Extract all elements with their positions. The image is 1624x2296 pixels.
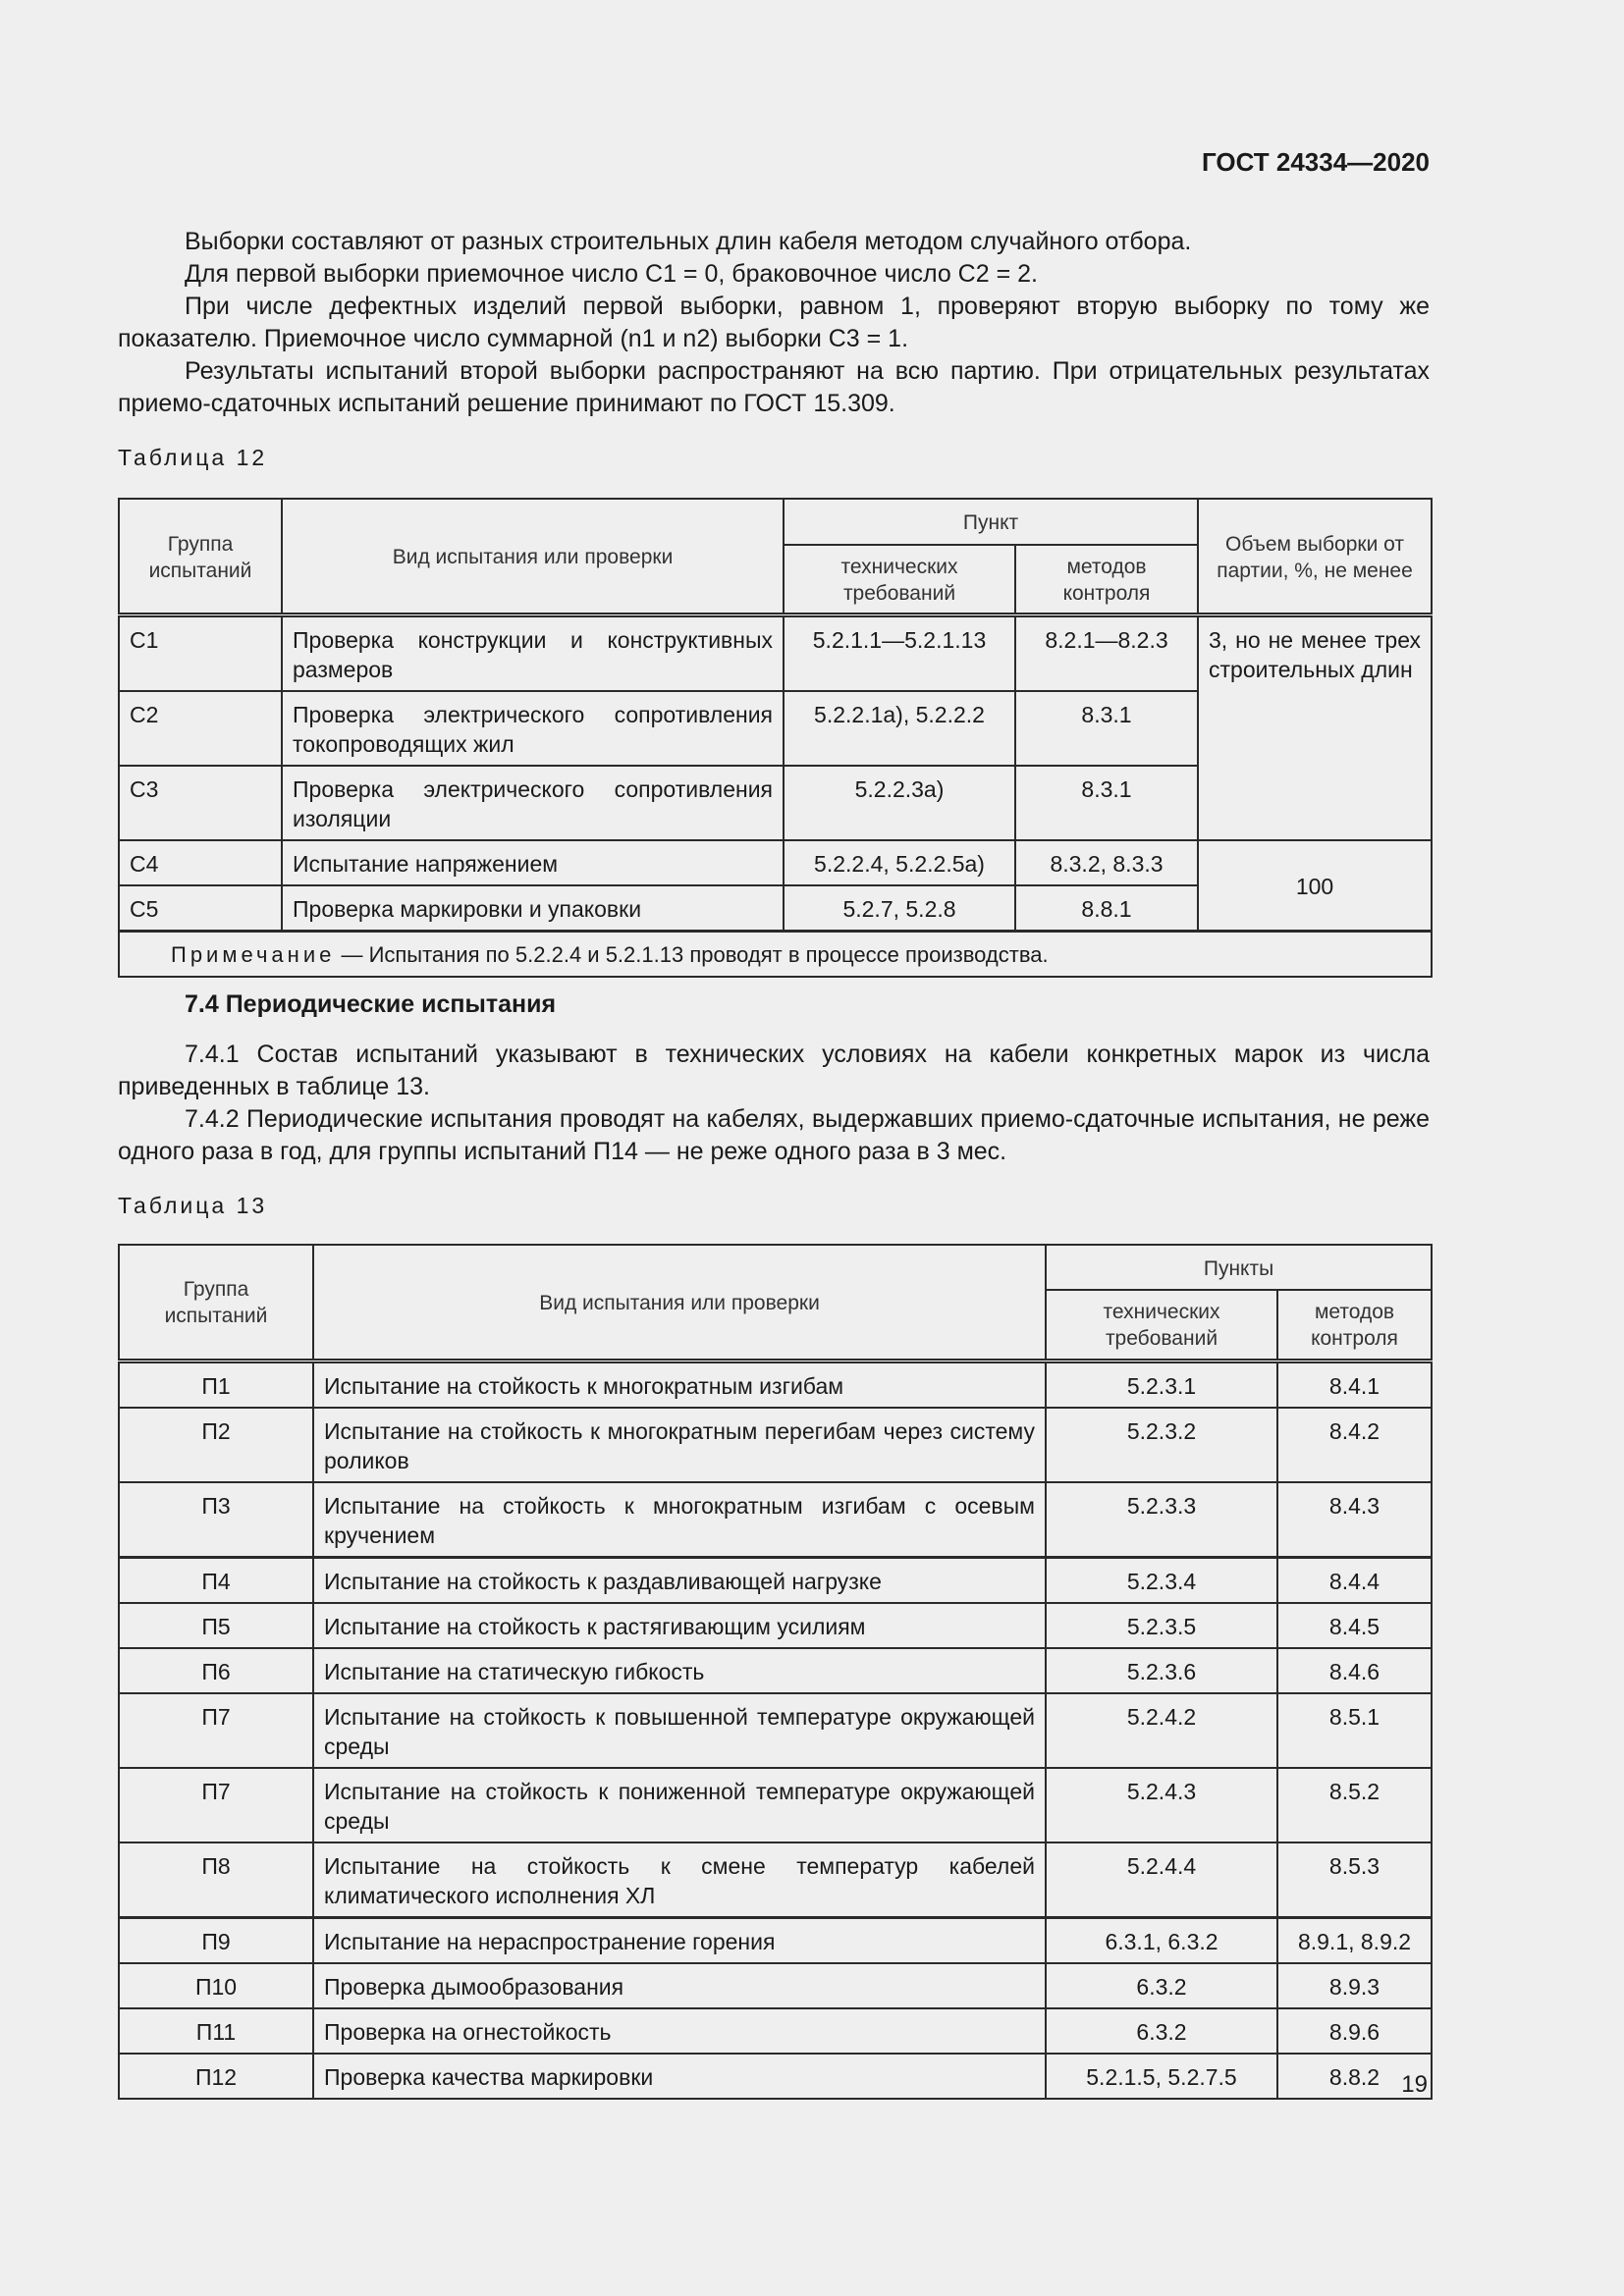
t12-cell-tech: 5.2.2.1а), 5.2.2.2	[784, 691, 1015, 766]
t13-cell-tech: 6.3.2	[1046, 2008, 1277, 2054]
t12-cell-group: С1	[119, 615, 282, 692]
t12-header-tech: технических требований	[784, 545, 1015, 615]
table-row	[119, 1648, 1432, 1693]
table-row	[119, 2054, 1432, 2099]
table12-caption: Таблица 12	[118, 445, 268, 470]
t12-cell-kind: Проверка маркировки и упаковки	[282, 885, 784, 932]
t13-cell-group: П3	[119, 1482, 313, 1558]
t13-cell-kind: Испытание на стойкость к растягивающим усилиям	[313, 1603, 1046, 1648]
table-row	[119, 2008, 1432, 2054]
t13-cell-methods: 8.4.4	[1277, 1557, 1432, 1603]
t12-cell-kind: Испытание напряжением	[282, 840, 784, 885]
t12-cell-group: С3	[119, 766, 282, 840]
t12-cell-group: С2	[119, 691, 282, 766]
table-row	[119, 1768, 1432, 1842]
table-12	[118, 498, 1433, 978]
section-paragraph-2: 7.4.2 Периодические испытания проводят на кабелях, выдержавших приемо-сдаточные испытания, не реже одного раза в год, для группы испытаний П14 — не реже одного раза в 3 мес.	[118, 1105, 1430, 1165]
t13-cell-tech: 5.2.4.3	[1046, 1768, 1277, 1842]
section-paragraph-1: 7.4.1 Состав испытаний указывают в технических условиях на кабели конкретных марок из числа приведенных в таблице 13.	[118, 1041, 1430, 1100]
t12-cell-kind: Проверка конструкции и конструктивных размеров	[282, 615, 784, 692]
t13-cell-group: П10	[119, 1963, 313, 2008]
t13-cell-group: П2	[119, 1408, 313, 1482]
t13-cell-tech: 5.2.4.4	[1046, 1842, 1277, 1918]
t13-cell-tech: 5.2.1.5, 5.2.7.5	[1046, 2054, 1277, 2099]
t12-header-volume: Объем выборки от партии, %, не менее	[1198, 499, 1432, 615]
t13-cell-methods: 8.4.2	[1277, 1408, 1432, 1482]
t13-header-tech: технических требований	[1046, 1290, 1277, 1361]
t12-note-label: Примечание	[171, 942, 336, 967]
intro-paragraph-1: Выборки составляют от разных строительных длин кабеля методом случайного отбора.	[185, 228, 1192, 255]
t12-cell-methods: 8.2.1—8.2.3	[1015, 615, 1198, 692]
table-row	[119, 1557, 1432, 1603]
t13-cell-methods: 8.9.6	[1277, 2008, 1432, 2054]
t13-cell-kind: Испытание на статическую гибкость	[313, 1648, 1046, 1693]
t13-cell-kind: Проверка качества маркировки	[313, 2054, 1046, 2099]
intro-paragraph-2: Для первой выборки приемочное число C1 = 0, браковочное число C2 = 2.	[185, 260, 1038, 288]
t13-body	[119, 1361, 1432, 2099]
t13-cell-kind: Испытание на нераспространение горения	[313, 1917, 1046, 1963]
t13-cell-kind: Проверка на огнестойкость	[313, 2008, 1046, 2054]
t12-cell-methods: 8.3.2, 8.3.3	[1015, 840, 1198, 885]
t13-cell-tech: 5.2.3.6	[1046, 1648, 1277, 1693]
standard-header: ГОСТ 24334—2020	[1202, 147, 1430, 177]
t13-cell-tech: 5.2.4.2	[1046, 1693, 1277, 1768]
t13-cell-tech: 5.2.3.4	[1046, 1557, 1277, 1603]
t13-cell-methods: 8.8.2	[1277, 2054, 1432, 2099]
t13-cell-methods: 8.9.1, 8.9.2	[1277, 1917, 1432, 1963]
t13-cell-group: П8	[119, 1842, 313, 1918]
t12-cell-group: С4	[119, 840, 282, 885]
t12-cell-tech: 5.2.7, 5.2.8	[784, 885, 1015, 932]
table-row	[119, 1603, 1432, 1648]
t12-header-methods: методов контроля	[1015, 545, 1198, 615]
t12-note	[119, 932, 1432, 978]
t12-cell-kind: Проверка электрического сопротивления токопроводящих жил	[282, 691, 784, 766]
page-number: 19	[1401, 2071, 1428, 2098]
t13-cell-tech: 5.2.3.1	[1046, 1361, 1277, 1408]
t13-cell-group: П11	[119, 2008, 313, 2054]
table-row	[119, 1963, 1432, 2008]
t12-note-text: — Испытания по 5.2.2.4 и 5.2.1.13 проводят в процессе производства.	[335, 942, 1049, 967]
t13-cell-methods: 8.5.1	[1277, 1693, 1432, 1768]
table-row	[119, 1917, 1432, 1963]
t13-cell-kind: Испытание на стойкость к пониженной температуре окружающей среды	[313, 1768, 1046, 1842]
t13-cell-kind: Испытание на стойкость к раздавливающей нагрузке	[313, 1557, 1046, 1603]
t12-cell-tech: 5.2.1.1—5.2.1.13	[784, 615, 1015, 692]
t13-header-group: Группа испытаний	[119, 1245, 313, 1361]
t12-header-clause: Пункт	[784, 499, 1198, 545]
intro-paragraph-3: При числе дефектных изделий первой выборки, равном 1, проверяют вторую выборку по тому же показателю. Приемочное число суммарной (n1 и n2) выборки C3 = 1.	[118, 293, 1430, 352]
t13-cell-kind: Испытание на стойкость к повышенной температуре окружающей среды	[313, 1693, 1046, 1768]
t12-cell-kind: Проверка электрического сопротивления изоляции	[282, 766, 784, 840]
table-row	[119, 1693, 1432, 1768]
t13-cell-kind: Испытание на стойкость к многократным изгибам	[313, 1361, 1046, 1408]
t13-cell-kind: Испытание на стойкость к многократным перегибам через систему роликов	[313, 1408, 1046, 1482]
t13-cell-group: П6	[119, 1648, 313, 1693]
t13-header-methods: методов контроля	[1277, 1290, 1432, 1361]
t12-cell-methods: 8.8.1	[1015, 885, 1198, 932]
t13-cell-kind: Испытание на стойкость к смене температур кабелей климатического исполнения ХЛ	[313, 1842, 1046, 1918]
t13-cell-group: П7	[119, 1768, 313, 1842]
t13-cell-tech: 6.3.2	[1046, 1963, 1277, 2008]
t13-cell-group: П12	[119, 2054, 313, 2099]
t13-cell-kind: Испытание на стойкость к многократным изгибам с осевым кручением	[313, 1482, 1046, 1558]
table-row	[119, 1408, 1432, 1482]
t12-header-kind: Вид испытания или проверки	[282, 499, 784, 615]
intro-paragraph-4: Результаты испытаний второй выборки распространяют на всю партию. При отрицательных результатах приемо-сдаточных испытаний решение принимают по ГОСТ 15.309.	[118, 357, 1430, 417]
t13-cell-group: П4	[119, 1557, 313, 1603]
t13-cell-tech: 6.3.1, 6.3.2	[1046, 1917, 1277, 1963]
t12-cell-group: С5	[119, 885, 282, 932]
t13-cell-kind: Проверка дымообразования	[313, 1963, 1046, 2008]
t13-cell-methods: 8.4.3	[1277, 1482, 1432, 1558]
t12-cell-tech: 5.2.2.3а)	[784, 766, 1015, 840]
t13-cell-methods: 8.4.6	[1277, 1648, 1432, 1693]
t12-cell-volume-b: 100	[1198, 840, 1432, 932]
table-row	[119, 840, 1432, 885]
table-13	[118, 1244, 1433, 2100]
section-heading: 7.4 Периодические испытания	[185, 990, 557, 1018]
t13-cell-methods: 8.5.3	[1277, 1842, 1432, 1918]
t13-cell-methods: 8.4.5	[1277, 1603, 1432, 1648]
t12-header-group: Группа испытаний	[119, 499, 282, 615]
t13-header-clauses: Пункты	[1046, 1245, 1432, 1290]
t13-cell-group: П5	[119, 1603, 313, 1648]
t13-cell-group: П7	[119, 1693, 313, 1768]
t12-cell-methods: 8.3.1	[1015, 691, 1198, 766]
t13-header-kind: Вид испытания или проверки	[313, 1245, 1046, 1361]
t13-cell-group: П9	[119, 1917, 313, 1963]
t13-cell-tech: 5.2.3.5	[1046, 1603, 1277, 1648]
t12-cell-volume-a: 3, но не менее трех строительных длин	[1198, 615, 1432, 841]
table-row	[119, 1361, 1432, 1408]
table-row	[119, 615, 1432, 692]
table-note-row	[119, 932, 1432, 978]
table-row	[119, 1482, 1432, 1558]
t12-cell-methods: 8.3.1	[1015, 766, 1198, 840]
t13-cell-group: П1	[119, 1361, 313, 1408]
t13-cell-tech: 5.2.3.3	[1046, 1482, 1277, 1558]
table-row	[119, 1842, 1432, 1918]
t13-cell-methods: 8.9.3	[1277, 1963, 1432, 2008]
t12-cell-tech: 5.2.2.4, 5.2.2.5а)	[784, 840, 1015, 885]
t13-cell-methods: 8.4.1	[1277, 1361, 1432, 1408]
t13-cell-tech: 5.2.3.2	[1046, 1408, 1277, 1482]
table13-caption: Таблица 13	[118, 1193, 268, 1218]
t13-cell-methods: 8.5.2	[1277, 1768, 1432, 1842]
